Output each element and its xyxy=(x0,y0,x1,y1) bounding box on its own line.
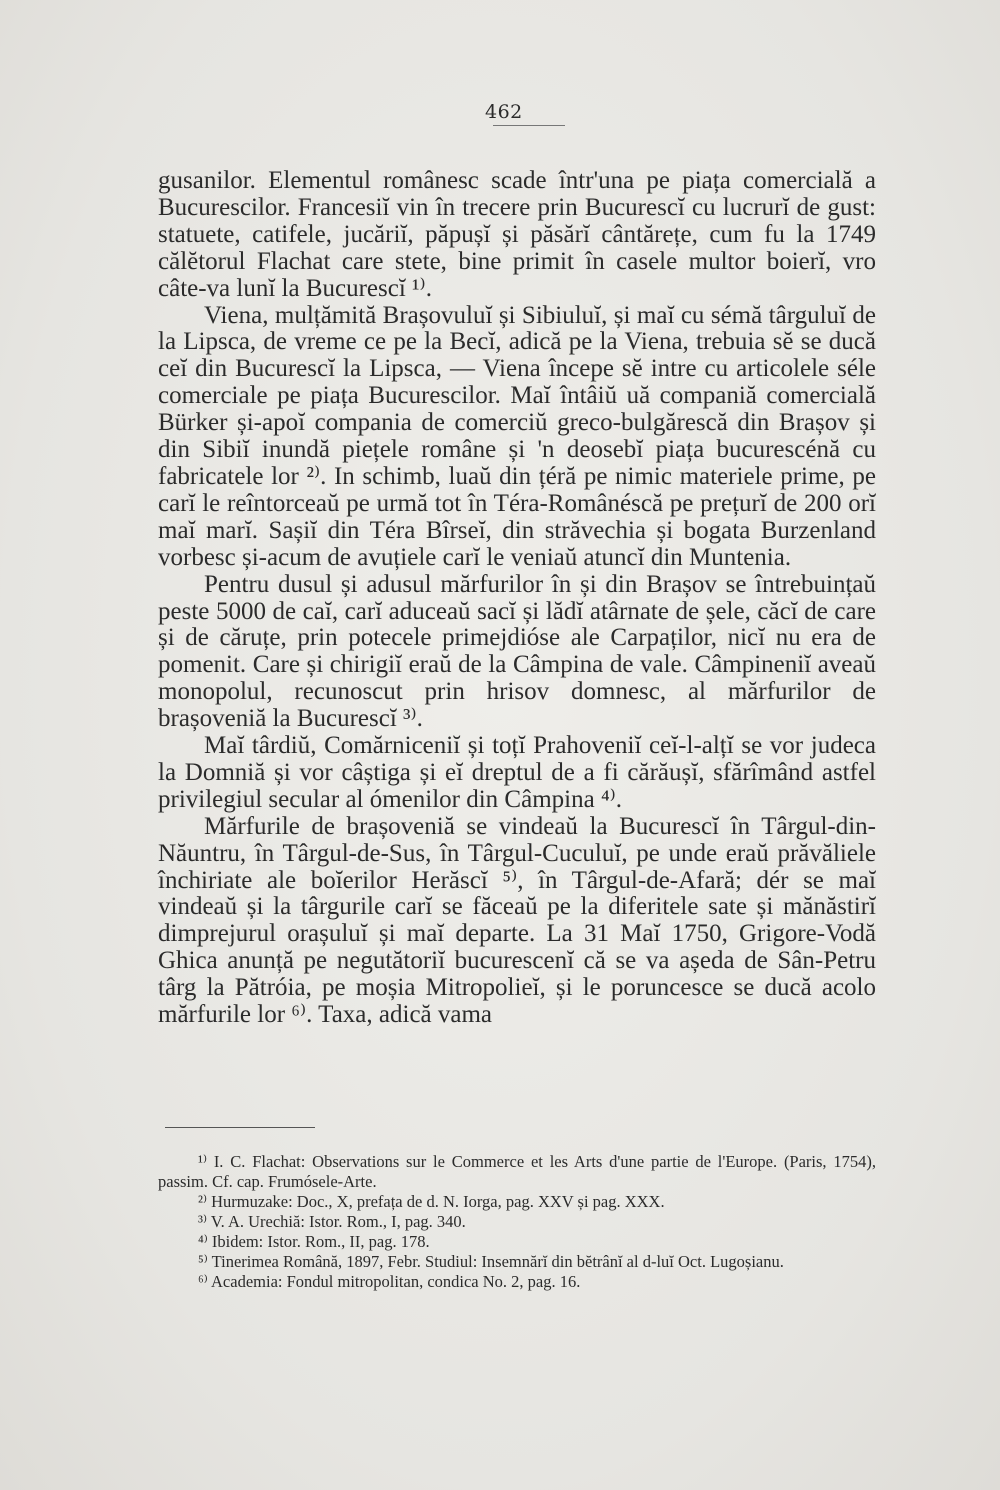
paragraph-2: Viena, mulțămită Brașovuluĭ și Sibiuluĭ, și maĭ cu sémă târguluĭ de la Lipsca, de vreme ce pe la Becĭ, adică pe la Viena, trebuia sĕ se ducă ceĭ din Bucurescĭ la Lipsca, — Viena începe sĕ intre cu articolele séle comerciale pe piața Bucurescilor. Maĭ întâiŭ uă companiă comercială Bürker și-apoĭ compania de comerciŭ greco-bulgărescă din Brașov și din Sibiĭ inundă piețele române și 'n deosebĭ piața bucurescénă cu fabricatele lor ²⁾. In schimb, luaŭ din țéră pe nimic materiele prime, pe carĭ le reîntorceaŭ pe urmă tot în Téra-Românéscă pe prețurĭ de 200 orĭ maĭ marĭ. Sașiĭ din Téra Bîrseĭ, din străvechia și bogata Burzenland vorbesc și-acum de avuțiele carĭ le veniaŭ atuncĭ din Muntenia. xyxy=(158,301,876,571)
paragraph-4: Maĭ târdiŭ, Comărniceniĭ și toțĭ Prahoveniĭ ceĭ-l-alțĭ se vor judeca la Domniă și vor câștiga și eĭ dreptul de a fi cărăușĭ, sfărîmând astfel privilegiul secular al ómenilor din Câmpina ⁴⁾. xyxy=(158,732,876,813)
footnote-6: ⁶⁾ Academia: Fondul mitropolitan, condica No. 2, pag. 16. xyxy=(198,1272,581,1291)
paragraph-3: Pentru dusul și adusul mărfurilor în și din Brașov se întrebuințaŭ peste 5000 de caĭ, carĭ aduceaŭ sacĭ și lădĭ atârnate de șele, căcĭ de care și de căruțe, prin potecele primejdióse ale Carpaților, nicĭ nu era de pomenit. Care și chirigiĭ eraŭ de la Câmpina de vale. Câmpineniĭ aveaŭ monopolul, recunoscut prin hrisov domnesc, al mărfurilor de brașoveniă la Bucurescĭ ³⁾. xyxy=(158,570,876,733)
main-text xyxy=(158,168,876,1029)
paragraph-5: Mărfurile de brașoveniă se vindeaŭ la Bucurescĭ în Târgul-din-Năuntru, în Târgul-de-Sus, în Târgul-Cuculuĭ, pe unde eraŭ prăvăliele închiriate ale boĭerilor Herăscĭ ⁵⁾, în Târgul-de-Afară; dér se maĭ vindeaŭ și la târgurile carĭ se făceaŭ pe la diferitele sate și mănăstirĭ dimprejurul orașuluĭ și maĭ departe. La 31 Maĭ 1750, Grigore-Vodă Ghica anunță pe negutătoriĭ bucurescenĭ că se va aședa de Sân-Petru târg la Pătróia, pe moșia Mitropolieĭ, și le poruncesce se ducă acolo mărfurile lor ⁶⁾. Taxa, adică vama xyxy=(158,812,876,1029)
page-number-underline xyxy=(493,125,565,126)
footnotes xyxy=(158,1152,876,1292)
paragraph-1: gusanilor. Elementul românesc scade într'una pe piața comercială a Bucurescilor. Francesiĭ vin în trecere prin Bucurescĭ cu lucrurĭ de gust: statuete, catifele, jucăriĭ, păpușĭ și păsărĭ cântărețe, cum fu la 1749 călĕtorul Flachat care stete, bine primit în casele multor boierĭ, vro câte-va lunĭ la Bucurescĭ ¹⁾. xyxy=(158,167,876,302)
footnote-divider xyxy=(165,1127,315,1128)
footnote-5: ⁵⁾ Tinerimea Română, 1897, Febr. Studiul: Insemnărĭ din bĕtrânĭ al d-luĭ Oct. Lugoșianu. xyxy=(198,1252,784,1271)
footnote-4: ⁴⁾ Ibidem: Istor. Rom., II, pag. 178. xyxy=(198,1232,430,1251)
footnote-2: ²⁾ Hurmuzake: Doc., X, prefața de d. N. Iorga, pag. XXV și pag. XXX. xyxy=(198,1192,665,1211)
footnote-1: ¹⁾ I. C. Flachat: Observations sur le Commerce et les Arts d'une partie de l'Europe. (Paris, 1754), passim. Cf. cap. Frumósele-Arte. xyxy=(158,1152,876,1191)
page-number: 462 xyxy=(485,101,523,123)
footnote-3: ³⁾ V. A. Urechiă: Istor. Rom., I, pag. 340. xyxy=(198,1212,466,1231)
